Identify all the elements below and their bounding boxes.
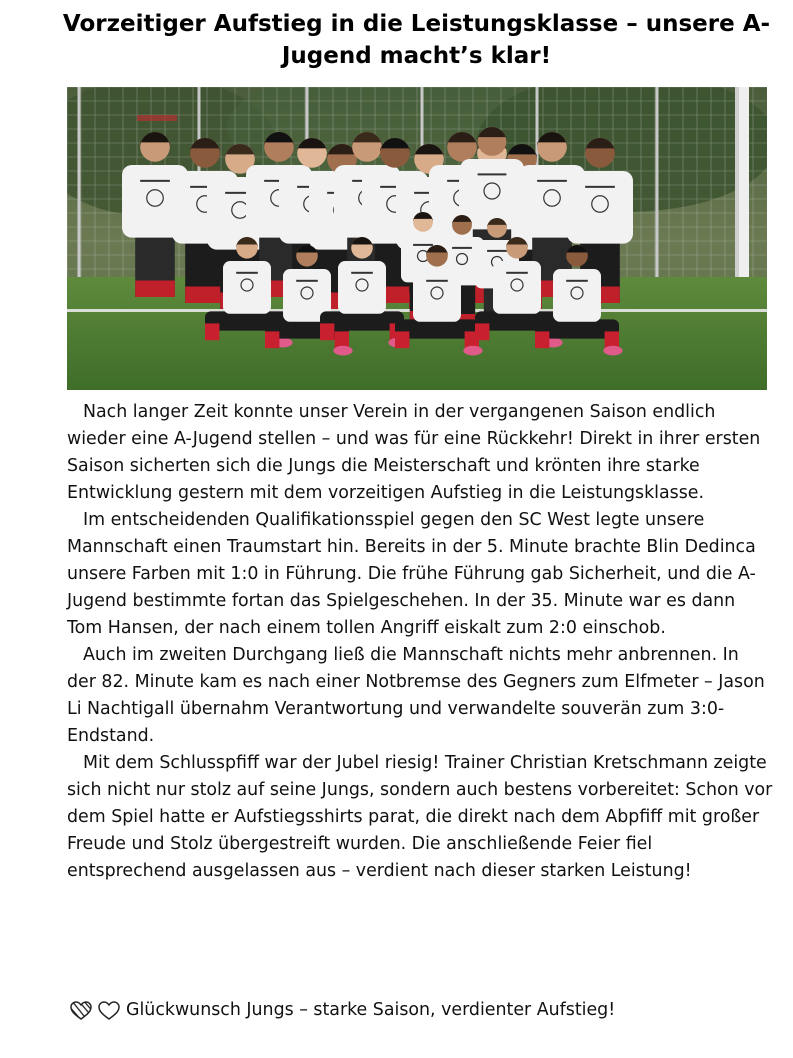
striped-heart-icon: [70, 1001, 92, 1021]
closing-text: Glückwunsch Jungs – starke Saison, verdienter Aufstieg!: [126, 1000, 616, 1020]
paragraph-first-half: Im entscheidenden Qualifikationsspiel gegen den SC West legte unsere Mannschaft einen Traumstart hin. Bereits in der 5. Minute brachte Blin Dedinca unsere Farben mit 1:0 in Führung. Die frühe Führung gab Sicherheit, und die A-Jugend bestimmte fortan das Spielgeschehen. In der 35. Minute war es dann Tom Hansen, der nach einem tollen Angriff eiskalt zum 2:0 einschob.: [67, 510, 756, 638]
closing-line: [70, 997, 615, 1024]
paragraph-second-half: Auch im zweiten Durchgang ließ die Mannschaft nichts mehr anbrennen. In der 82. Minute kam es nach einer Notbremse des Gegners zum Elfmeter – Jason Li Nachtigall übernahm Verantwortung und verwandelte souverän zum 3:0-Endstand.: [67, 645, 765, 746]
team-photo: [67, 87, 767, 390]
article-body: [67, 399, 773, 885]
paragraph-intro: Nach langer Zeit konnte unser Verein in der vergangenen Saison endlich wieder eine A-Jugend stellen – und was für eine Rückkehr! Direkt in ihrer ersten Saison sicherten sich die Jungs die Meisterschaft und krönten ihre starke Entwicklung gestern mit dem vorzeitigen Aufstieg in die Leistungsklasse.: [67, 402, 761, 503]
paragraph-celebration: Mit dem Schlusspfiff war der Jubel riesig! Trainer Christian Kretschmann zeigte sich nicht nur stolz auf seine Jungs, sondern auch bestens vorbereitet: Schon vor dem Spiel hatte er Aufstiegsshirts parat, die direkt nach dem Abpfiff mit großer Freude und Stolz übergestreift wurden. Die anschließende Feier fiel entsprechend ausgelassen aus – verdient nach dieser starken Leistung!: [67, 753, 773, 881]
heart-outline-icon: [98, 1001, 120, 1021]
article-title: Vorzeitiger Aufstieg in die Leistungsklasse – unsere A-Jugend macht’s klar!: [62, 11, 771, 69]
